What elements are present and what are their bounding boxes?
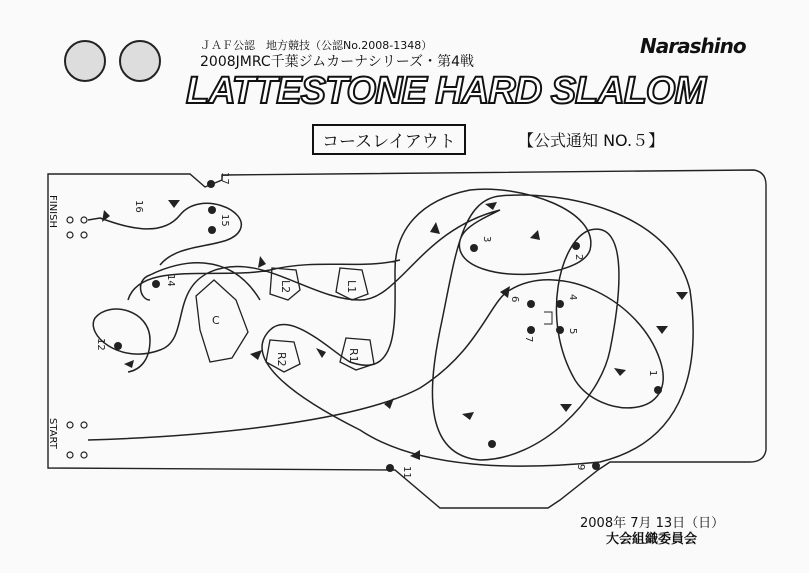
pylon-number-9: 9 bbox=[575, 464, 586, 471]
driving-line bbox=[88, 189, 693, 466]
start-label: START bbox=[47, 418, 58, 449]
course-boundary bbox=[48, 170, 766, 508]
pylon-12 bbox=[114, 342, 122, 350]
brand-logo: Narashino bbox=[640, 34, 746, 58]
notice-number: 【公式通知 NO.５】 bbox=[518, 131, 665, 150]
pylon-number-12: 12 bbox=[95, 338, 106, 351]
pylon-4 bbox=[556, 300, 564, 308]
pylon-15a bbox=[208, 206, 216, 214]
finish-gate bbox=[67, 217, 87, 238]
event-title: LATTESTONE HARD SLALOM bbox=[186, 70, 706, 112]
pylon-number-6: 6 bbox=[509, 296, 520, 303]
series-line: 2008JMRC千葉ジムカーナシリーズ・第4戦 bbox=[200, 54, 475, 70]
zone-C bbox=[196, 280, 248, 362]
pylons bbox=[114, 180, 662, 472]
pylon-number-5: 5 bbox=[567, 328, 578, 335]
pylon-3 bbox=[470, 244, 478, 252]
pylon-2 bbox=[572, 242, 580, 250]
pylon-number-14: 14 bbox=[165, 274, 176, 287]
pylon-gate-bracket bbox=[544, 312, 552, 324]
course-layout-label: コースレイアウト bbox=[312, 124, 466, 155]
zone-label-R2: R2 bbox=[275, 352, 288, 367]
zone-label-C: C bbox=[212, 314, 220, 327]
zone-label-L2: L2 bbox=[279, 280, 292, 294]
finish-label: FINISH bbox=[47, 195, 58, 228]
pylon-number-16: 16 bbox=[133, 200, 144, 213]
pylon-5 bbox=[556, 326, 564, 334]
pylon-7 bbox=[527, 326, 535, 334]
start-gate bbox=[67, 422, 87, 458]
pylon-1 bbox=[654, 386, 662, 394]
pylon-number-17: 17 bbox=[219, 172, 230, 185]
organizer: 大会組織委員会 bbox=[606, 532, 698, 547]
pylon-11 bbox=[386, 464, 394, 472]
pylon-number-7: 7 bbox=[523, 336, 534, 343]
event-date: 2008年 7月 13日（日） bbox=[580, 516, 725, 531]
pylon-8 bbox=[488, 440, 496, 448]
zone-label-L1: L1 bbox=[345, 280, 358, 294]
pylon-number-15: 15 bbox=[219, 214, 230, 227]
pylon-14 bbox=[152, 280, 160, 288]
pylon-number-11: 11 bbox=[401, 466, 412, 479]
zone-label-R1: R1 bbox=[347, 348, 360, 363]
pylon-17 bbox=[207, 180, 215, 188]
pylon-number-4: 4 bbox=[567, 294, 578, 301]
jaf-permit-line: ＪＡＦ公認 地方競技（公認No.2008-1348） bbox=[200, 39, 433, 52]
pylon-6 bbox=[527, 300, 535, 308]
pylon-number-1: 1 bbox=[647, 370, 658, 377]
pylon-number-3: 3 bbox=[481, 236, 492, 243]
direction-arrows bbox=[102, 200, 688, 460]
pylon-number-2: 2 bbox=[573, 254, 584, 261]
pylon-9 bbox=[592, 462, 600, 470]
pylon-15b bbox=[208, 226, 216, 234]
